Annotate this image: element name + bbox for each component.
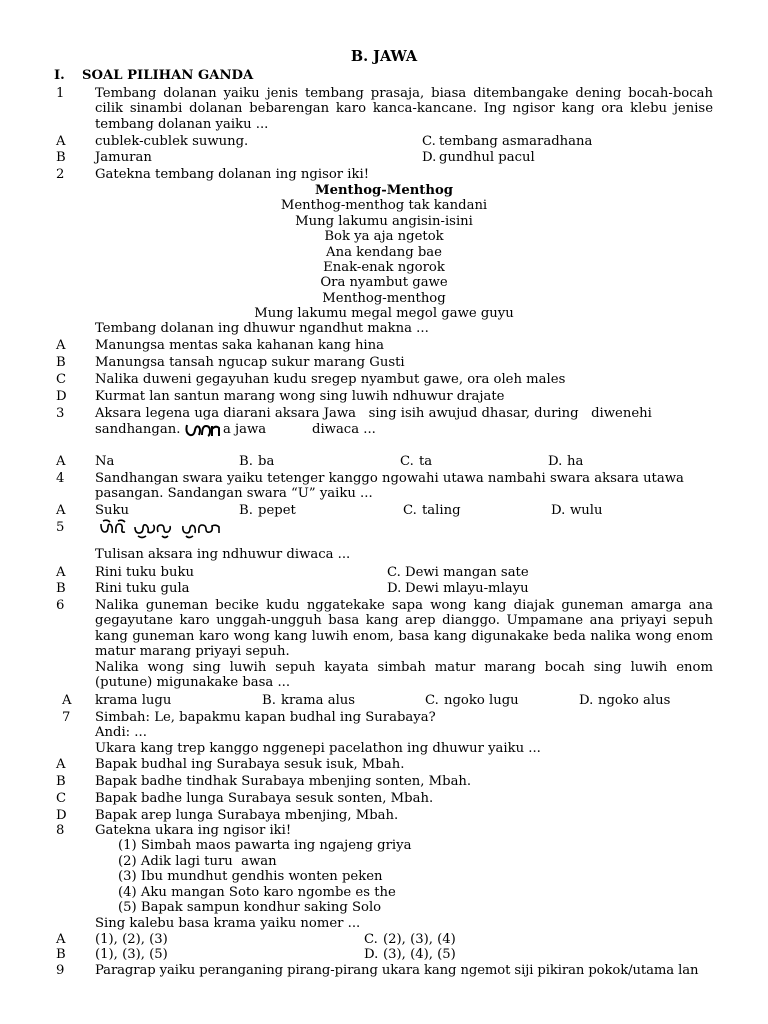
option-letter: B [56, 947, 66, 962]
question-text: Simbah: Le, bapakmu kapan budhal ing Surabaya? [95, 710, 436, 725]
option-letter: B. [239, 503, 253, 518]
question-text: Tembang dolanan ing dhuwur ngandhut makna ... [95, 321, 429, 336]
option-letter: C. [387, 565, 401, 580]
option-text: Dewi mlayu-mlayu [405, 581, 529, 596]
option-text: wulu [570, 503, 603, 518]
option-text: (2), (3), (4) [383, 932, 456, 947]
option-text: Bapak arep lunga Surabaya mbenjing, Mbah. [95, 808, 399, 823]
question-number: 3 [56, 406, 65, 421]
option-letter: C [56, 791, 67, 806]
option-text: Nalika duweni gegayuhan kudu sregep nyambut gawe, ora oleh males [95, 372, 566, 387]
option-letter: A [56, 932, 66, 947]
option-text: Bapak badhe tindhak Surabaya mbenjing sonten, Mbah. [95, 774, 472, 789]
list-item: (1) Simbah maos pawarta ing ngajeng griya [118, 838, 412, 853]
question-text: Ukara kang trep kanggo nggenepi pacelathon ing dhuwur yaiku ... [95, 741, 541, 756]
question-number: 1 [56, 86, 65, 101]
option-letter: C. [403, 503, 417, 518]
section-roman: I. [54, 68, 65, 83]
section-heading [54, 68, 253, 83]
option-letter: B. [239, 454, 253, 469]
list-item: (2) Adik lagi turu awan [118, 854, 277, 869]
option-letter: A [56, 565, 66, 580]
poem-line: Mung lakumu megal megol gawe guyu [254, 306, 514, 321]
option-text: (1), (3), (5) [95, 947, 168, 962]
question-number: 6 [56, 598, 65, 613]
option-text: (1), (2), (3) [95, 932, 168, 947]
question-number: 5 [56, 520, 65, 535]
option-letter: C. [400, 454, 414, 469]
question-text: Aksara legena uga diarani aksara Jawa sing isih awujud dhasar, during diwenehi [95, 406, 652, 421]
option-text: Rini tuku buku [95, 565, 194, 580]
option-text: Manungsa mentas saka kahanan kang hina [95, 338, 385, 353]
option-text: Dewi mangan sate [405, 565, 529, 580]
question-number: 4 [56, 471, 65, 486]
question-text: Nalika wong sing luwih sepuh kayata simbah matur marang bocah sing luwih enom (putune) migunakake basa ... [95, 660, 713, 691]
option-text: (3), (4), (5) [383, 947, 456, 962]
option-text: Jamuran [95, 150, 152, 165]
question-text: Andi: ... [95, 725, 147, 740]
option-text: ba [258, 454, 275, 469]
option-letter: D. [364, 947, 379, 962]
option-text: cublek-cublek suwung. [95, 134, 249, 149]
option-text: ta [419, 454, 433, 469]
option-text: Na [95, 454, 115, 469]
option-text: krama alus [281, 693, 356, 708]
option-text: taling [422, 503, 461, 518]
option-text: ha [567, 454, 584, 469]
option-text: gundhul pacul [439, 150, 535, 165]
question-number: 2 [56, 167, 65, 182]
option-letter: D. [579, 693, 594, 708]
option-letter: A [56, 454, 66, 469]
option-text: Manungsa tansah ngucap sukur marang Gusti [95, 355, 405, 370]
option-letter: D. [422, 150, 437, 165]
option-letter: B [56, 150, 66, 165]
option-letter: D [56, 389, 67, 404]
option-text: ngoko alus [598, 693, 671, 708]
option-letter: D. [551, 503, 566, 518]
option-letter: B [56, 355, 66, 370]
question-number: 9 [56, 963, 65, 978]
option-letter: C. [364, 932, 378, 947]
list-item: (3) Ibu mundhut gendhis wonten peken [118, 869, 383, 884]
section-label: SOAL PILIHAN GANDA [82, 68, 254, 83]
option-text: pepet [258, 503, 296, 518]
option-letter: A [62, 693, 72, 708]
option-letter: D. [387, 581, 402, 596]
option-text: ngoko lugu [444, 693, 519, 708]
javanese-script-image [184, 421, 222, 443]
option-letter: C. [422, 134, 436, 149]
poem-line: Ora nyambut gawe [320, 275, 448, 290]
question-number: 8 [56, 823, 65, 838]
option-text: Suku [95, 503, 130, 518]
question-text: Nalika guneman becike kudu nggatekake sapa wong kang diajak guneman amarga ana gegayutane karo unggah-ungguh basa kang arep dianggo. Umpamane ana priyayi sepuh kang guneman karo wong kang luwih enom, basa kang digunakake beda nalika wong enom matur marang priyayi sepuh. [95, 598, 713, 660]
option-letter: C. [425, 693, 439, 708]
poem-line: Menthog-menthog [322, 291, 446, 306]
poem-line: Ana kendang bae [326, 245, 442, 260]
javanese-script-image [98, 518, 228, 544]
question-text: Tembang dolanan yaiku jenis tembang prasaja, biasa ditembangake dening bocah-bocah cilik sinambi dolanan bebarengan karo kanca-kancane. Ing ngisor kang ora klebu jenise tembang dolanan yaiku ... [95, 86, 713, 132]
option-letter: B [56, 581, 66, 596]
question-text: Gatekna ukara ing ngisor iki! [95, 823, 292, 838]
option-letter: B [56, 774, 66, 789]
option-text: krama lugu [95, 693, 172, 708]
question-text: diwaca ... [312, 422, 376, 437]
list-item: (4) Aku mangan Soto karo ngombe es the [118, 885, 396, 900]
poem-line: Menthog-menthog tak kandani [280, 198, 488, 213]
option-text: Kurmat lan santun marang wong sing luwih ndhuwur drajate [95, 389, 505, 404]
option-letter: A [56, 757, 66, 772]
option-letter: C [56, 372, 67, 387]
option-letter: B. [262, 693, 276, 708]
option-text: tembang asmaradhana [439, 134, 593, 149]
option-letter: A [56, 338, 66, 353]
option-letter: D. [548, 454, 563, 469]
list-item: (5) Bapak sampun kondhur saking Solo [118, 900, 382, 915]
poem-title: Menthog-Menthog [314, 183, 454, 198]
question-text: Tulisan aksara ing ndhuwur diwaca ... [95, 547, 351, 562]
question-text: Sandhangan swara yaiku tetenger kanggo ngowahi utawa nambahi swara aksara utawa pasangan. Sandangan swara “U” yaiku ... [95, 471, 684, 502]
question-text: Paragrap yaiku peranganing pirang-pirang ukara kang ngemot siji pikiran pokok/utama lan [95, 963, 699, 978]
question-text: a jawa [223, 422, 267, 437]
document-title: B. JAWA [350, 48, 418, 65]
option-text: Rini tuku gula [95, 581, 190, 596]
option-letter: D [56, 808, 67, 823]
poem-line: Bok ya aja ngetok [324, 229, 444, 244]
option-letter: A [56, 134, 66, 149]
question-text: Sing kalebu basa krama yaiku nomer ... [95, 916, 361, 931]
option-text: Bapak budhal ing Surabaya sesuk isuk, Mbah. [95, 757, 405, 772]
question-number: 7 [62, 710, 71, 725]
poem-line: Enak-enak ngorok [323, 260, 445, 275]
option-text: Bapak badhe lunga Surabaya sesuk sonten, Mbah. [95, 791, 434, 806]
option-letter: A [56, 503, 66, 518]
question-text: Gatekna tembang dolanan ing ngisor iki! [95, 167, 370, 182]
question-text: sandhangan. [95, 422, 181, 437]
poem-line: Mung lakumu angisin-isini [295, 214, 473, 229]
